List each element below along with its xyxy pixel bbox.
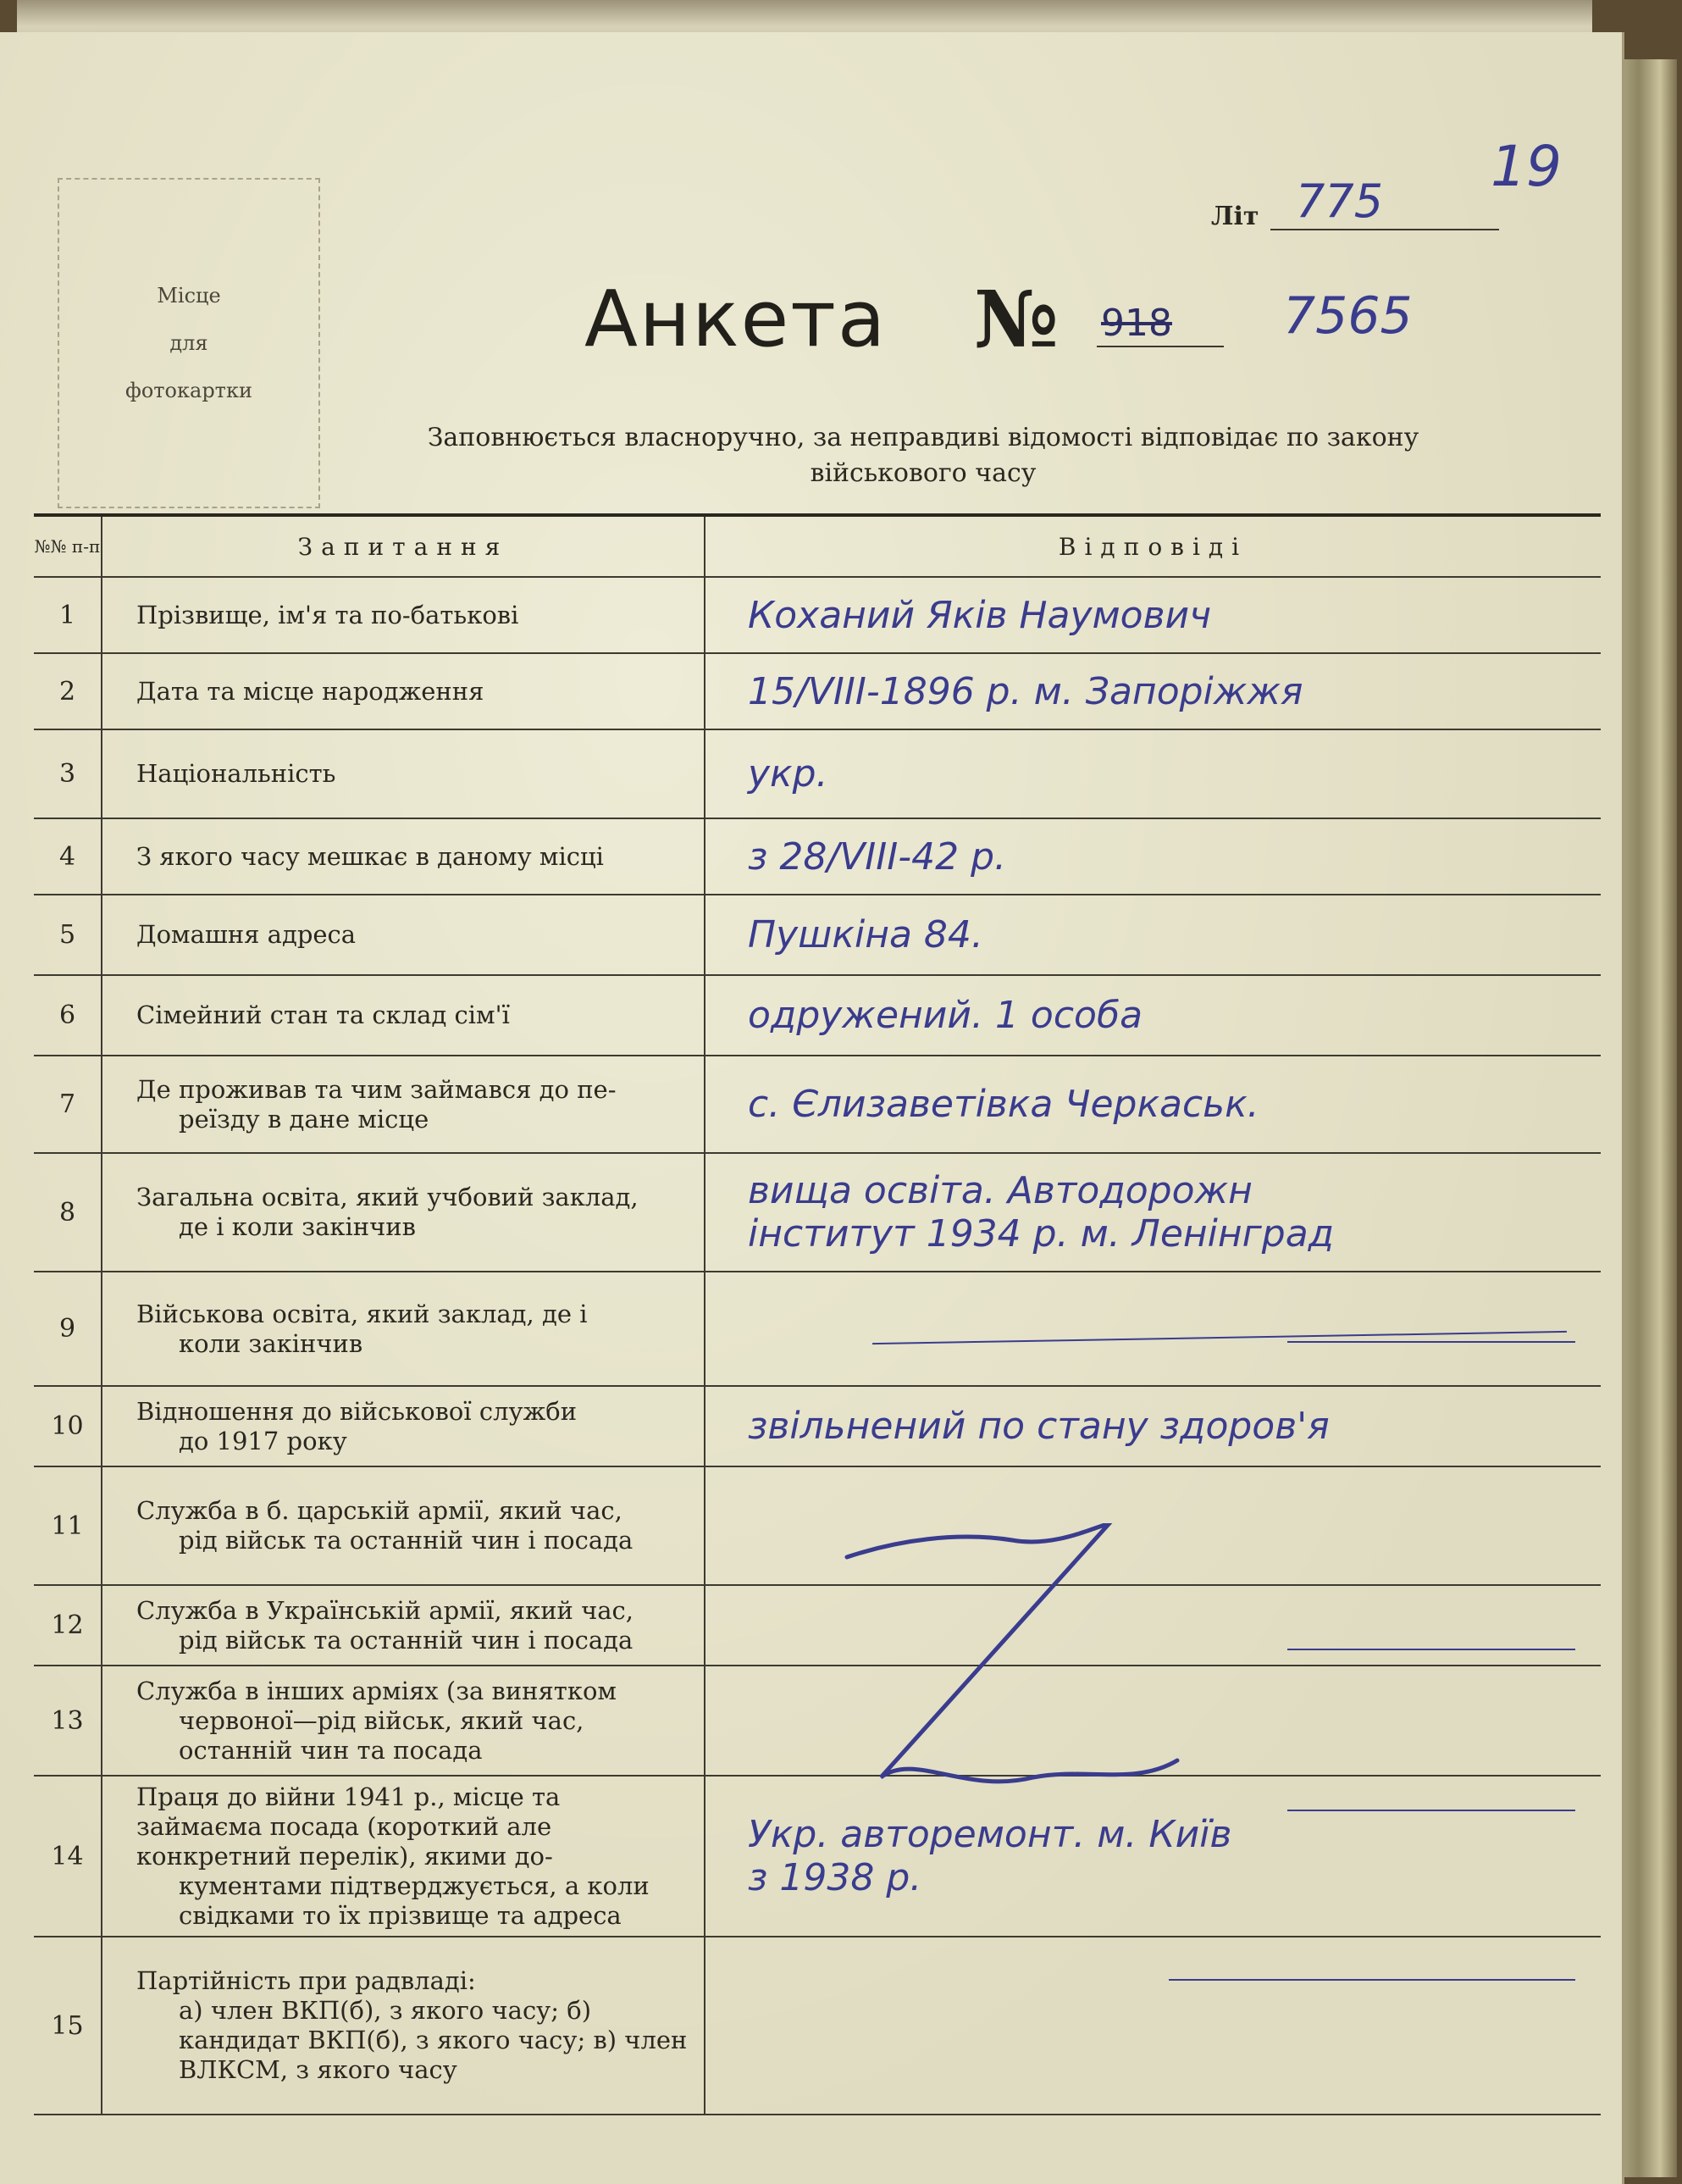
table-row: [34, 818, 1601, 895]
row-number: 10: [34, 1386, 102, 1466]
question-cell: [102, 577, 705, 653]
answer-cell: [705, 1937, 1601, 2115]
column-header-answer: Відповіді: [705, 515, 1601, 577]
row-number: 7: [34, 1056, 102, 1153]
table-row: [34, 1386, 1601, 1466]
table-row: [34, 653, 1601, 729]
table-row: [34, 1056, 1601, 1153]
question-text: Прізвище, ім'я та по-батькові: [136, 600, 519, 629]
table-row: [34, 1666, 1601, 1776]
question-cell: [102, 1153, 705, 1272]
dash-line-row-9: [1287, 1341, 1575, 1343]
question-text-continued: рід військ та останній чин і посада: [179, 1625, 634, 1655]
question-text: Праця до війни 1941 р., місце та займаєма посада (короткий але конкретний перелік), якими до-: [136, 1782, 561, 1871]
row-number: 13: [34, 1666, 102, 1776]
question-text: Служба в інших арміях (за винятком: [136, 1676, 617, 1705]
question-text: Дата та місце народження: [136, 676, 484, 706]
row-number: 9: [34, 1272, 102, 1386]
dash-line-row-13: [1287, 1810, 1575, 1811]
question-text: Національність: [136, 759, 336, 788]
answer-cell: [705, 1056, 1601, 1153]
handwritten-answer: одружений. 1 особа: [748, 994, 1143, 1037]
handwritten-answer: 15/VIII-1896 р. м. Запоріжжя: [748, 669, 1303, 713]
answer-cell: [705, 729, 1601, 818]
question-cell: [102, 1466, 705, 1585]
table-row: [34, 1776, 1601, 1937]
row-number: 2: [34, 653, 102, 729]
row-number: 14: [34, 1776, 102, 1937]
photo-box-line-2: для: [169, 331, 208, 355]
subtitle-line-1: Заповнюється власноручно, за неправдиві відомості відповідає по закону: [427, 423, 1419, 452]
questionnaire-table: [34, 513, 1601, 2115]
handwritten-answer: Укр. авторемонт. м. Київ: [748, 1813, 1232, 1856]
handwritten-answer: Коханий Яків Наумович: [748, 593, 1212, 637]
question-text-continued: а) член ВКП(б), з якого часу; б) кандидат ВКП(б), з якого часу; в) член ВЛКСМ, з якого часу: [179, 1996, 688, 2084]
row-number: 5: [34, 895, 102, 975]
photo-box-line-3: фотокартки: [125, 379, 252, 402]
table-row: [34, 975, 1601, 1056]
handwritten-answer: с. Єлизаветівка Черкаськ.: [748, 1083, 1259, 1126]
handwritten-answer-continued: з 1938 р.: [748, 1856, 922, 1899]
question-text-continued: реїзду в дане місце: [179, 1104, 429, 1134]
lit-label: Літ: [1211, 202, 1259, 231]
handwritten-answer: з 28/VIII-42 р.: [748, 834, 1006, 879]
table-row: [34, 1153, 1601, 1272]
dash-line-row-12: [1287, 1649, 1575, 1650]
table-row: [34, 1937, 1601, 2115]
photo-placeholder-box: [58, 178, 320, 508]
question-text-continued: кументами підтверджується, а коли свідками то їх прізвище та адреса: [179, 1871, 650, 1930]
question-text: Загальна освіта, який учбовий заклад,: [136, 1183, 639, 1211]
question-cell: [102, 1272, 705, 1386]
z-strike-mark: [830, 1523, 1186, 1811]
question-cell: [102, 818, 705, 895]
question-cell: [102, 729, 705, 818]
question-text-continued: рід військ та останній чин і посада: [179, 1526, 634, 1555]
answer-cell: [705, 895, 1601, 975]
column-header-number: №№ п-п: [34, 515, 102, 577]
row-number: 12: [34, 1585, 102, 1666]
table-row: [34, 577, 1601, 653]
question-cell: [102, 1937, 705, 2115]
table-header-row: [34, 515, 1601, 577]
form-number: 7565: [1283, 286, 1413, 346]
form-subtitle: [339, 420, 1508, 491]
answer-cell: [705, 1153, 1601, 1272]
question-cell: [102, 1056, 705, 1153]
answer-cell: [705, 975, 1601, 1056]
answer-cell: [705, 1386, 1601, 1466]
table-row: [34, 1585, 1601, 1666]
question-text: Партійність при радвладі:: [136, 1966, 476, 1995]
handwritten-answer: звільнений по стану здоров'я: [748, 1405, 1330, 1448]
number-sign: №: [974, 274, 1059, 365]
question-text: Домашня адреса: [136, 920, 357, 949]
row-number: 4: [34, 818, 102, 895]
question-text-continued: червоної—рід військ, який час, останній чин та посада: [179, 1705, 584, 1765]
handwritten-answer: вища освіта. Автодорожн: [748, 1169, 1253, 1212]
handwritten-answer-continued: інститут 1934 р. м. Ленінград: [748, 1212, 1335, 1256]
number-underline: [1097, 346, 1224, 347]
table-row: [34, 1466, 1601, 1585]
question-text: З якого часу мешкає в даному місці: [136, 841, 604, 871]
row-number: 8: [34, 1153, 102, 1272]
row-number: 11: [34, 1466, 102, 1585]
question-cell: [102, 1386, 705, 1466]
row-number: 15: [34, 1937, 102, 2115]
question-text: Служба в б. царській армії, який час,: [136, 1496, 622, 1525]
table-row: [34, 895, 1601, 975]
photo-box-line-1: Місце: [157, 284, 221, 308]
row-number: 3: [34, 729, 102, 818]
corner-page-number: 19: [1491, 134, 1562, 199]
question-text: Військова освіта, який заклад, де і: [136, 1299, 588, 1328]
answer-cell: [705, 577, 1601, 653]
row-number: 6: [34, 975, 102, 1056]
handwritten-answer: укр.: [748, 752, 828, 795]
crossed-out-number: 918: [1101, 302, 1172, 345]
question-cell: [102, 895, 705, 975]
form-title: Анкета: [584, 274, 888, 364]
question-text: Служба в Українській армії, який час,: [136, 1595, 634, 1625]
answer-cell: [705, 653, 1601, 729]
question-cell: [102, 1666, 705, 1776]
question-text-continued: до 1917 року: [179, 1426, 347, 1455]
answer-cell: [705, 818, 1601, 895]
table-row: [34, 1272, 1601, 1386]
question-text-continued: коли закінчив: [179, 1328, 363, 1358]
question-cell: [102, 975, 705, 1056]
subtitle-line-2: військового часу: [810, 458, 1037, 488]
question-text: Де проживав та чим займався до пе-: [136, 1074, 617, 1104]
form-sheet: [0, 32, 1624, 2184]
question-cell: [102, 1776, 705, 1937]
handwritten-answer: Пушкіна 84.: [748, 913, 983, 956]
row-number: 1: [34, 577, 102, 653]
table-row: [34, 729, 1601, 818]
question-text: Відношення до військової служби: [136, 1396, 578, 1426]
question-text-continued: де і коли закінчив: [179, 1212, 416, 1241]
lit-underline: [1270, 229, 1499, 230]
question-text: Сімейний стан та склад сім'ї: [136, 1001, 510, 1029]
question-cell: [102, 653, 705, 729]
dash-line-row-14: [1169, 1979, 1575, 1981]
column-header-question: Запитання: [102, 515, 705, 577]
lit-value: 775: [1296, 175, 1384, 228]
answer-cell: [705, 1272, 1601, 1386]
question-cell: [102, 1585, 705, 1666]
